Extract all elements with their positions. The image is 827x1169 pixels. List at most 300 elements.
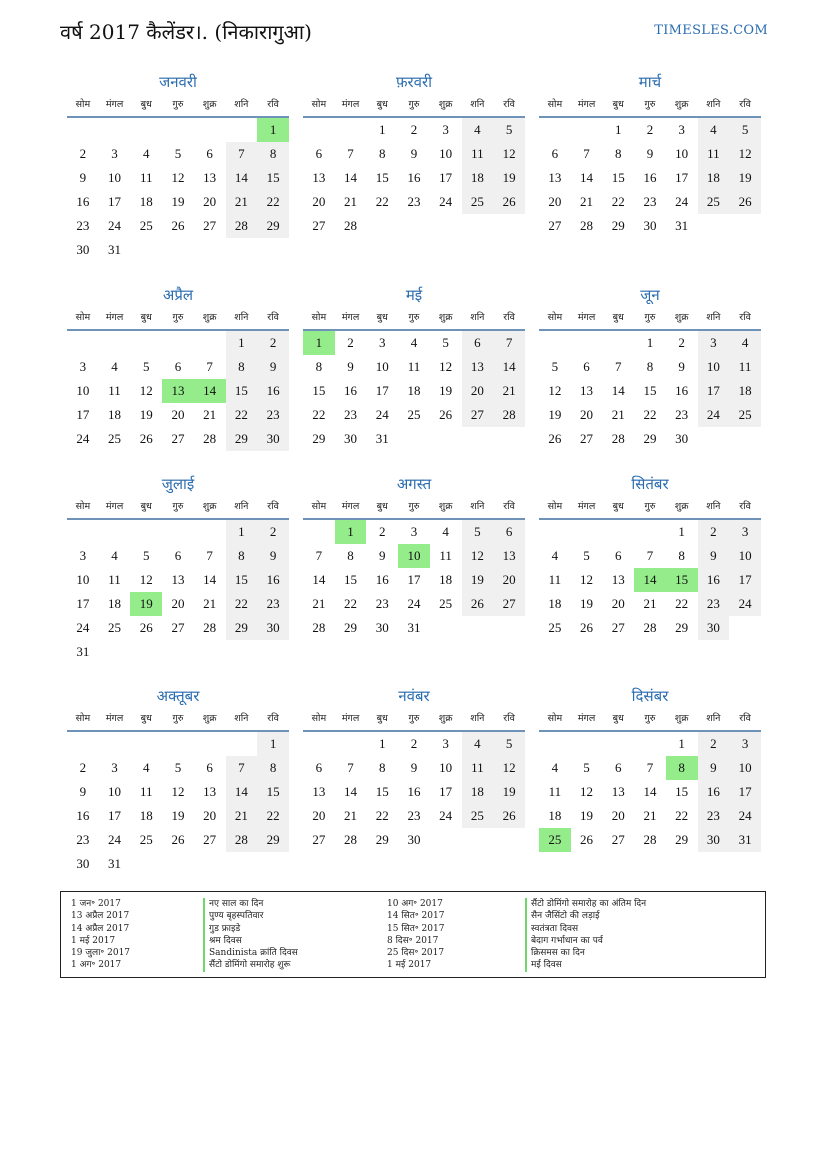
- day-cell: 25: [407, 407, 421, 422]
- day-cell: 20: [312, 808, 326, 823]
- day-cell: 25: [139, 218, 153, 233]
- legend-date: 8 दिस॰ 2017: [387, 935, 439, 946]
- day-cell: 18: [729, 379, 761, 403]
- day-cell: 8: [226, 355, 258, 379]
- month-name: दिसंबर: [631, 687, 669, 705]
- empty-day-cell: [602, 732, 634, 756]
- day-cell: 8: [379, 760, 386, 775]
- day-cell: 9: [678, 359, 685, 374]
- day-cell: 24: [108, 832, 122, 847]
- weekday-label: मंगल: [577, 501, 596, 512]
- day-cell: 22: [611, 194, 625, 209]
- day-cell: 18: [108, 596, 122, 611]
- day-cell: 24: [76, 431, 90, 446]
- day-cell: 3: [79, 359, 87, 374]
- weekday-header: [67, 496, 289, 520]
- day-cell: 10: [375, 359, 389, 374]
- day-cell: 19: [548, 407, 562, 422]
- day-cell: 20: [611, 596, 625, 611]
- day-cell: 6: [462, 331, 494, 355]
- day-cell: 7: [315, 548, 323, 563]
- day-cell: 27: [312, 832, 326, 847]
- day-cell: 5: [174, 760, 182, 775]
- weekday-label: रवि: [739, 312, 751, 323]
- day-cell: 5: [143, 359, 150, 374]
- weekday-header: [303, 708, 525, 732]
- day-cell: 7: [206, 548, 213, 563]
- weekday-label: बुध: [376, 501, 388, 512]
- day-grid: [67, 331, 289, 451]
- day-cell: 16: [675, 383, 689, 398]
- day-cell: 24: [729, 592, 761, 616]
- day-cell: 13: [203, 170, 217, 185]
- day-cell: 5: [583, 548, 590, 563]
- day-cell: 6: [206, 760, 213, 775]
- weekday-label: शुक्र: [438, 713, 453, 724]
- day-cell: 30: [257, 616, 289, 640]
- empty-day-cell: [634, 520, 666, 544]
- day-cell: 21: [203, 596, 217, 611]
- day-cell: 23: [76, 218, 90, 233]
- holiday-day-cell: 25: [539, 828, 571, 852]
- holiday-legend: [60, 891, 766, 978]
- day-cell: 30: [375, 620, 389, 635]
- day-cell: 12: [580, 784, 594, 799]
- day-cell: 16: [375, 572, 389, 587]
- weekday-label: शनि: [706, 99, 721, 110]
- weekday-label: शुक्र: [674, 99, 689, 110]
- weekday-label: शनि: [470, 501, 485, 512]
- day-cell: 27: [462, 403, 494, 427]
- day-cell: 2: [646, 122, 654, 137]
- weekday-label: सोम: [311, 99, 327, 110]
- weekday-label: शनि: [234, 99, 249, 110]
- day-cell: 16: [257, 568, 289, 592]
- day-cell: 28: [312, 620, 326, 635]
- day-cell: 10: [108, 170, 122, 185]
- weekday-header: [303, 307, 525, 331]
- month-block: [303, 472, 525, 640]
- day-cell: 9: [79, 784, 87, 799]
- day-cell: 29: [344, 620, 358, 635]
- day-cell: 14: [493, 355, 525, 379]
- day-cell: 29: [675, 832, 689, 847]
- day-cell: 11: [548, 572, 562, 587]
- day-cell: 10: [729, 544, 761, 568]
- day-cell: 24: [439, 194, 453, 209]
- empty-day-cell: [194, 732, 226, 756]
- day-cell: 17: [407, 572, 421, 587]
- day-cell: 29: [226, 427, 258, 451]
- day-cell: 28: [203, 620, 217, 635]
- empty-day-cell: [539, 732, 571, 756]
- day-cell: 21: [344, 808, 358, 823]
- day-cell: 10: [675, 146, 689, 161]
- day-cell: 14: [226, 780, 258, 804]
- day-cell: 19: [580, 596, 594, 611]
- day-cell: 7: [347, 146, 354, 161]
- day-cell: 22: [375, 194, 389, 209]
- day-cell: 27: [580, 431, 594, 446]
- weekday-header: [67, 307, 289, 331]
- day-cell: 19: [462, 568, 494, 592]
- day-cell: 5: [462, 520, 494, 544]
- empty-day-cell: [194, 520, 226, 544]
- day-cell: 15: [257, 166, 289, 190]
- day-cell: 26: [580, 832, 594, 847]
- day-cell: 13: [548, 170, 562, 185]
- day-cell: 2: [678, 335, 685, 350]
- day-cell: 6: [174, 359, 182, 374]
- weekday-header: [67, 94, 289, 118]
- day-cell: 28: [344, 218, 358, 233]
- legend-date: 1 जन॰ 2017: [71, 899, 121, 909]
- empty-day-cell: [539, 520, 571, 544]
- day-cell: 26: [139, 620, 153, 635]
- month-name: नवंबर: [398, 687, 430, 705]
- day-cell: 29: [643, 431, 657, 446]
- day-cell: 11: [698, 142, 730, 166]
- day-cell: 28: [611, 431, 625, 446]
- day-grid: [303, 520, 525, 640]
- day-cell: 1: [646, 335, 654, 350]
- weekday-label: शुक्र: [202, 312, 217, 323]
- day-cell: 24: [407, 596, 421, 611]
- day-cell: 28: [643, 620, 657, 635]
- holiday-day-cell: 8: [666, 756, 698, 780]
- day-cell: 13: [171, 572, 185, 587]
- weekday-label: रवि: [267, 99, 279, 110]
- day-cell: 19: [493, 780, 525, 804]
- weekday-label: रवि: [739, 501, 751, 512]
- day-cell: 7: [583, 146, 590, 161]
- day-cell: 26: [548, 431, 562, 446]
- weekday-label: गुरु: [172, 713, 184, 724]
- day-cell: 26: [493, 190, 525, 214]
- day-cell: 11: [729, 355, 761, 379]
- day-cell: 20: [203, 808, 217, 823]
- day-cell: 8: [379, 146, 386, 161]
- legend-date: 15 सित॰ 2017: [387, 923, 445, 934]
- day-cell: 10: [698, 355, 730, 379]
- month-name: जून: [640, 286, 660, 304]
- day-cell: 15: [344, 572, 358, 587]
- day-cell: 2: [410, 736, 418, 751]
- weekday-label: सोम: [547, 501, 563, 512]
- month-block: [303, 70, 525, 238]
- day-cell: 24: [375, 407, 389, 422]
- weekday-label: बुध: [612, 713, 624, 724]
- day-cell: 31: [108, 242, 122, 257]
- month-name: अगस्त: [396, 475, 432, 493]
- month-name: जनवरी: [159, 73, 197, 91]
- empty-day-cell: [67, 331, 99, 355]
- day-cell: 21: [580, 194, 594, 209]
- weekday-label: रवि: [267, 501, 279, 512]
- day-cell: 24: [108, 218, 122, 233]
- weekday-label: शनि: [234, 501, 249, 512]
- day-grid: [539, 520, 761, 640]
- weekday-label: शुक्र: [438, 501, 453, 512]
- day-cell: 22: [643, 407, 657, 422]
- day-cell: 12: [439, 359, 453, 374]
- weekday-label: सोम: [75, 99, 91, 110]
- weekday-label: गुरु: [172, 312, 184, 323]
- weekday-label: रवि: [503, 312, 515, 323]
- day-cell: 1: [257, 732, 289, 756]
- empty-day-cell: [130, 118, 162, 142]
- day-cell: 20: [493, 568, 525, 592]
- month-name: अप्रैल: [162, 286, 194, 304]
- weekday-label: बुध: [140, 713, 152, 724]
- day-cell: 27: [611, 832, 625, 847]
- day-cell: 8: [646, 359, 654, 374]
- legend-holiday-name: गुड फ्राइडे: [203, 923, 298, 935]
- weekday-label: शनि: [706, 312, 721, 323]
- day-cell: 11: [462, 756, 494, 780]
- day-cell: 13: [611, 572, 625, 587]
- day-cell: 28: [580, 218, 594, 233]
- day-cell: 18: [548, 808, 562, 823]
- day-cell: 6: [583, 359, 590, 374]
- day-cell: 3: [698, 331, 730, 355]
- day-cell: 23: [407, 808, 421, 823]
- empty-day-cell: [99, 732, 131, 756]
- day-cell: 8: [347, 548, 354, 563]
- day-cell: 31: [675, 218, 689, 233]
- day-grid: [67, 732, 289, 876]
- day-cell: 5: [174, 146, 182, 161]
- month-name: सितंबर: [631, 475, 669, 493]
- weekday-label: शनि: [706, 501, 721, 512]
- month-name: फ़रवरी: [395, 73, 433, 91]
- day-cell: 23: [375, 596, 389, 611]
- day-cell: 9: [698, 544, 730, 568]
- day-cell: 12: [171, 170, 185, 185]
- weekday-label: शुक्र: [202, 501, 217, 512]
- weekday-label: सोम: [311, 501, 327, 512]
- day-cell: 3: [111, 146, 118, 161]
- day-cell: 7: [646, 760, 654, 775]
- day-cell: 28: [493, 403, 525, 427]
- day-cell: 20: [312, 194, 326, 209]
- day-cell: 23: [698, 592, 730, 616]
- legend-date: 25 दिस॰ 2017: [387, 948, 445, 959]
- day-cell: 5: [493, 118, 525, 142]
- day-cell: 31: [729, 828, 761, 852]
- day-cell: 26: [171, 832, 185, 847]
- day-cell: 16: [344, 383, 358, 398]
- day-cell: 25: [439, 596, 453, 611]
- empty-day-cell: [571, 331, 603, 355]
- legend-holiday-name: सैन जैसिंटो की लड़ाई: [525, 910, 646, 922]
- day-cell: 6: [615, 548, 622, 563]
- day-cell: 2: [698, 732, 730, 756]
- day-cell: 29: [312, 431, 326, 446]
- day-cell: 15: [226, 568, 258, 592]
- empty-day-cell: [303, 118, 335, 142]
- site-link[interactable]: TIMESLES.COM: [654, 23, 768, 38]
- day-cell: 30: [257, 427, 289, 451]
- day-cell: 29: [611, 218, 625, 233]
- day-cell: 10: [108, 784, 122, 799]
- day-cell: 9: [379, 548, 386, 563]
- weekday-label: मंगल: [341, 99, 360, 110]
- day-cell: 6: [493, 520, 525, 544]
- day-cell: 4: [462, 732, 494, 756]
- month-block: [539, 70, 761, 238]
- weekday-header: [539, 708, 761, 732]
- day-cell: 23: [698, 804, 730, 828]
- day-grid: [303, 732, 525, 852]
- day-cell: 3: [379, 335, 386, 350]
- day-cell: 22: [257, 804, 289, 828]
- weekday-label: शनि: [706, 713, 721, 724]
- day-cell: 18: [407, 383, 421, 398]
- day-cell: 27: [203, 218, 217, 233]
- day-cell: 9: [410, 760, 418, 775]
- day-cell: 2: [698, 520, 730, 544]
- holiday-day-cell: 15: [666, 568, 698, 592]
- holiday-day-cell: 13: [162, 379, 194, 403]
- day-cell: 31: [76, 644, 90, 659]
- day-cell: 26: [580, 620, 594, 635]
- day-cell: 17: [729, 568, 761, 592]
- day-cell: 9: [257, 544, 289, 568]
- day-cell: 16: [698, 780, 730, 804]
- day-cell: 22: [226, 592, 258, 616]
- day-cell: 1: [379, 122, 386, 137]
- day-cell: 8: [678, 548, 685, 563]
- day-cell: 12: [548, 383, 562, 398]
- day-cell: 4: [410, 335, 418, 350]
- day-cell: 13: [203, 784, 217, 799]
- empty-day-cell: [602, 331, 634, 355]
- empty-day-cell: [335, 732, 367, 756]
- day-cell: 17: [108, 194, 122, 209]
- legend-holiday-name: क्रिसमस का दिन: [525, 947, 646, 959]
- empty-day-cell: [162, 520, 194, 544]
- weekday-label: शनि: [470, 99, 485, 110]
- month-block: [539, 472, 761, 640]
- weekday-label: मंगल: [105, 713, 124, 724]
- weekday-label: गुरु: [172, 99, 184, 110]
- day-cell: 2: [257, 331, 289, 355]
- day-cell: 20: [548, 194, 562, 209]
- weekday-label: सोम: [547, 713, 563, 724]
- day-cell: 8: [257, 142, 289, 166]
- empty-day-cell: [67, 732, 99, 756]
- weekday-label: बुध: [376, 312, 388, 323]
- day-cell: 12: [493, 142, 525, 166]
- day-cell: 23: [407, 194, 421, 209]
- day-cell: 13: [493, 544, 525, 568]
- day-cell: 27: [171, 620, 185, 635]
- day-cell: 16: [407, 784, 421, 799]
- day-cell: 9: [79, 170, 87, 185]
- day-cell: 26: [171, 218, 185, 233]
- weekday-label: मंगल: [105, 99, 124, 110]
- day-cell: 27: [611, 620, 625, 635]
- weekday-label: बुध: [140, 501, 152, 512]
- day-cell: 20: [462, 379, 494, 403]
- day-cell: 18: [439, 572, 453, 587]
- day-grid: [539, 118, 761, 238]
- weekday-header: [539, 496, 761, 520]
- day-cell: 8: [257, 756, 289, 780]
- day-grid: [303, 118, 525, 238]
- weekday-label: रवि: [267, 312, 279, 323]
- day-cell: 30: [407, 832, 421, 847]
- day-cell: 29: [257, 214, 289, 238]
- day-cell: 21: [226, 190, 258, 214]
- day-cell: 3: [79, 548, 87, 563]
- day-cell: 22: [257, 190, 289, 214]
- month-block: [539, 684, 761, 852]
- day-cell: 7: [646, 548, 654, 563]
- holiday-day-cell: 19: [130, 592, 162, 616]
- day-cell: 16: [407, 170, 421, 185]
- day-cell: 18: [462, 166, 494, 190]
- weekday-label: बुध: [376, 99, 388, 110]
- day-cell: 27: [312, 218, 326, 233]
- day-cell: 31: [407, 620, 421, 635]
- weekday-label: सोम: [547, 99, 563, 110]
- day-cell: 30: [344, 431, 358, 446]
- weekday-header: [67, 708, 289, 732]
- day-cell: 24: [439, 808, 453, 823]
- day-cell: 21: [344, 194, 358, 209]
- day-cell: 26: [439, 407, 453, 422]
- weekday-label: बुध: [612, 99, 624, 110]
- day-cell: 13: [580, 383, 594, 398]
- day-cell: 24: [698, 403, 730, 427]
- day-cell: 4: [462, 118, 494, 142]
- day-cell: 6: [206, 146, 213, 161]
- legend-date: 1 अग॰ 2017: [71, 960, 122, 971]
- day-cell: 2: [257, 520, 289, 544]
- weekday-label: गुरु: [408, 501, 420, 512]
- day-cell: 18: [139, 194, 153, 209]
- day-cell: 14: [226, 166, 258, 190]
- day-cell: 17: [76, 596, 90, 611]
- day-cell: 4: [143, 146, 150, 161]
- day-cell: 17: [375, 383, 389, 398]
- weekday-label: बुध: [376, 713, 388, 724]
- empty-day-cell: [571, 732, 603, 756]
- day-cell: 7: [493, 331, 525, 355]
- day-cell: 10: [76, 383, 90, 398]
- legend-date: 19 जुला॰ 2017: [71, 948, 131, 959]
- weekday-label: गुरु: [172, 501, 184, 512]
- empty-day-cell: [571, 520, 603, 544]
- weekday-label: शनि: [470, 713, 485, 724]
- day-cell: 20: [203, 194, 217, 209]
- day-cell: 8: [226, 544, 258, 568]
- day-cell: 10: [76, 572, 90, 587]
- day-cell: 11: [108, 572, 121, 587]
- day-cell: 1: [226, 520, 258, 544]
- day-cell: 21: [312, 596, 326, 611]
- weekday-label: बुध: [612, 312, 624, 323]
- day-cell: 1: [226, 331, 258, 355]
- day-cell: 25: [462, 804, 494, 828]
- day-cell: 12: [171, 784, 185, 799]
- day-cell: 23: [76, 832, 90, 847]
- empty-day-cell: [194, 331, 226, 355]
- day-cell: 5: [729, 118, 761, 142]
- day-cell: 25: [729, 403, 761, 427]
